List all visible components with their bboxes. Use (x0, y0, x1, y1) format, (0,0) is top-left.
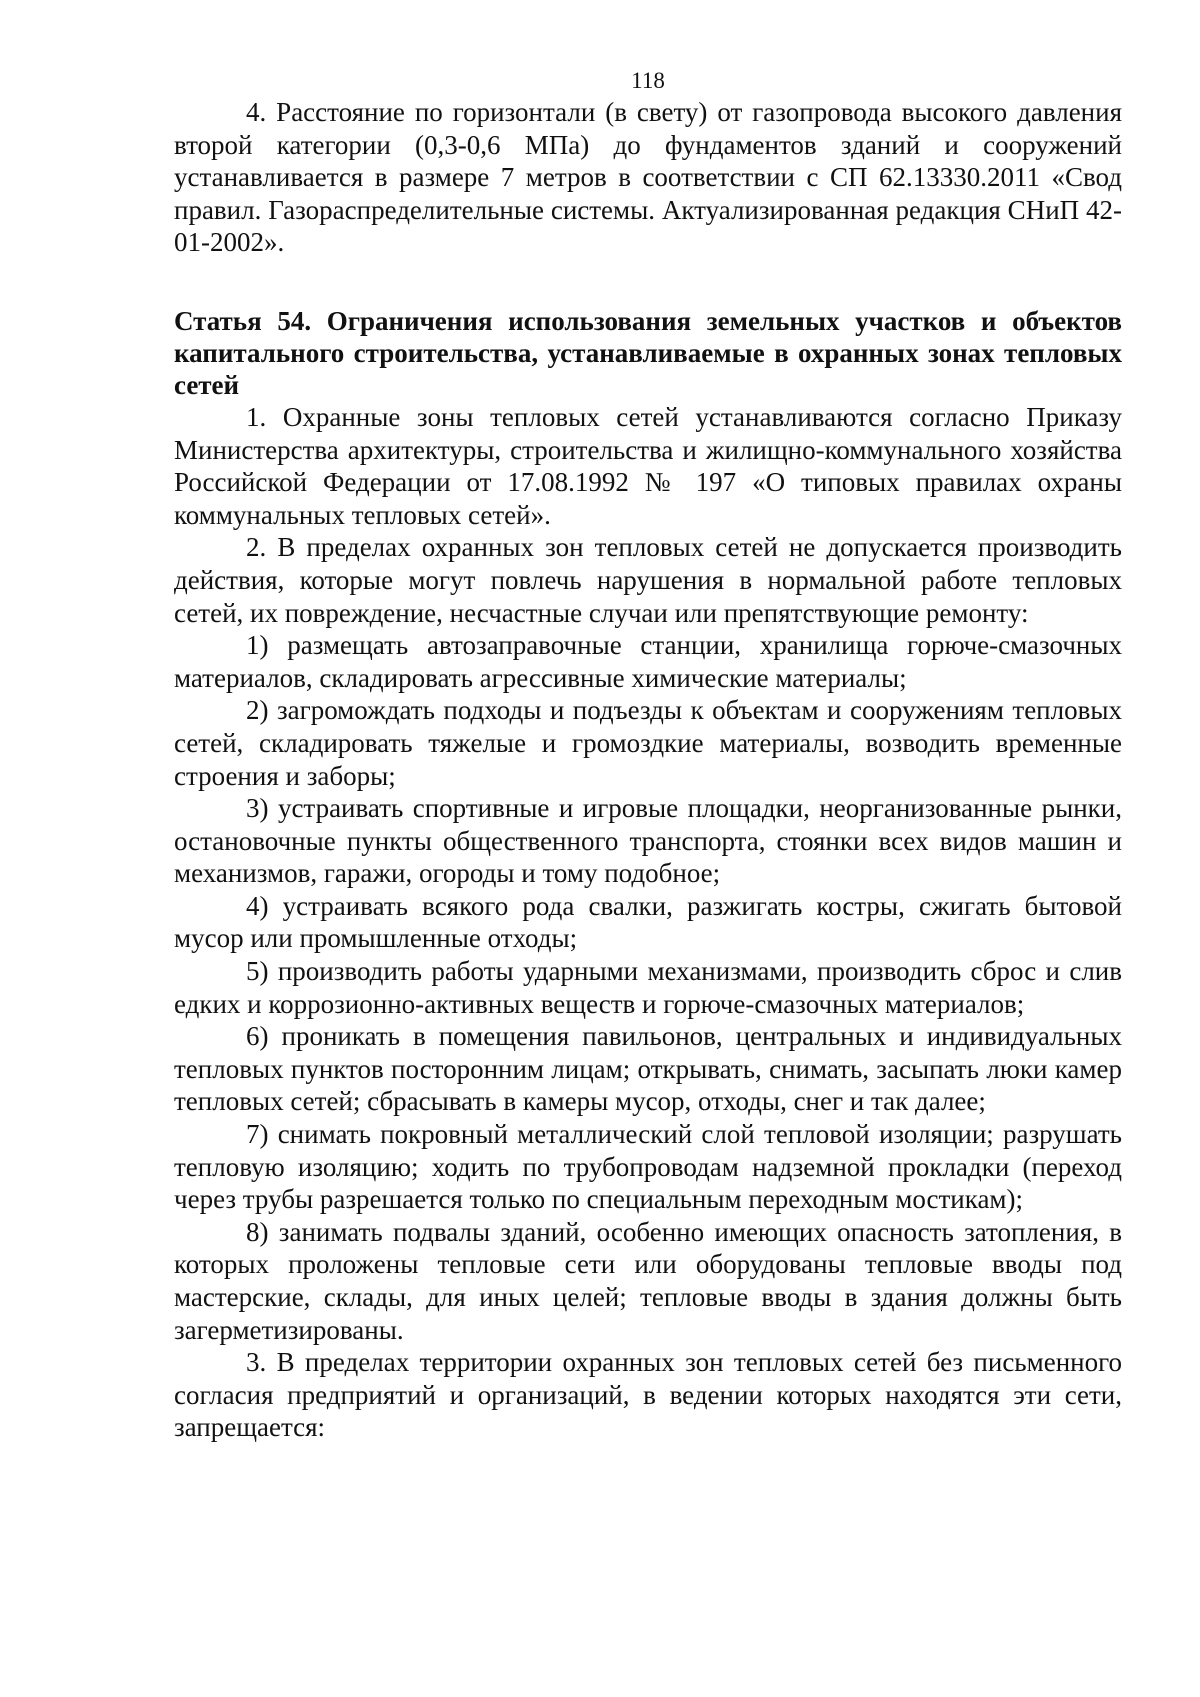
article-heading: Статья 54. Ограничения использования земельных участков и объектов капитального строительства, устанавливаемые в охранных зонах тепловых сетей (174, 305, 1122, 400)
list-item-2: 2) загромождать подходы и подъезды к объектам и сооружениям тепловых сетей, складировать тяжелые и громоздкие материалы, возводить временные строения и заборы; (174, 695, 1122, 791)
page-number: 118 (631, 68, 665, 93)
list-item-7: 7) снимать покровный металлический слой тепловой изоляции; разрушать тепловую изоляцию; ходить по трубопроводам надземной прокладки (переход через трубы разрешается только по специальным переходным мостикам); (174, 1119, 1122, 1215)
list-item-5: 5) производить работы ударными механизмами, производить сброс и слив едких и коррозионно-активных веществ и горюче-смазочных материалов; (174, 956, 1122, 1019)
paragraph-3: 3. В пределах территории охранных зон тепловых сетей без письменного согласия предприятий и организаций, в ведении которых находятся эти сети, запрещается: (174, 1347, 1122, 1443)
list-item-4: 4) устраивать всякого рода свалки, разжигать костры, сжигать бытовой мусор или промышленные отходы; (174, 890, 1122, 954)
paragraph-gas-distance: 4. Расстояние по горизонтали (в свету) от газопровода высокого давления второй категории (0,3-0,6 МПа) до фундаментов зданий и сооружений устанавливается в размере 7 метров в соответствии с СП 62.13330.2011 «Свод правил. Газораспределительные системы. Актуализированная редакция СНиП 42-01-2002». (174, 97, 1122, 258)
list-item-6: 6) проникать в помещения павильонов, центральных и индивидуальных тепловых пунктов посторонним лицам; открывать, снимать, засыпать люки камер тепловых сетей; сбрасывать в камеры мусор, отходы, снег и так далее; (174, 1021, 1122, 1117)
paragraph-2: 2. В пределах охранных зон тепловых сетей не допускается производить действия, которые могут повлечь нарушения в нормальной работе тепловых сетей, их повреждение, несчастные случаи или препятствующие ремонту: (174, 532, 1122, 628)
list-item-1: 1) размещать автозаправочные станции, хранилища горюче-смазочных материалов, складировать агрессивные химические материалы; (174, 630, 1122, 693)
list-item-3: 3) устраивать спортивные и игровые площадки, неорганизованные рынки, остановочные пункты общественного транспорта, стоянки всех видов машин и механизмов, гаражи, огороды и тому подобное; (174, 793, 1122, 889)
paragraph-1: 1. Охранные зоны тепловых сетей устанавливаются согласно Приказу Министерства архитектуры, строительства и жилищно-коммунального хозяйства Российской Федерации от 17.08.1992 № 197 «О типовых правилах охраны коммунальных тепловых сетей». (174, 401, 1122, 530)
list-item-8: 8) занимать подвалы зданий, особенно имеющих опасность затопления, в которых проложены тепловые сети или оборудованы тепловые вводы под мастерские, склады, для иных целей; тепловые вводы в здания должны быть загерметизированы. (174, 1216, 1122, 1345)
document-page (174, 66, 1122, 1444)
